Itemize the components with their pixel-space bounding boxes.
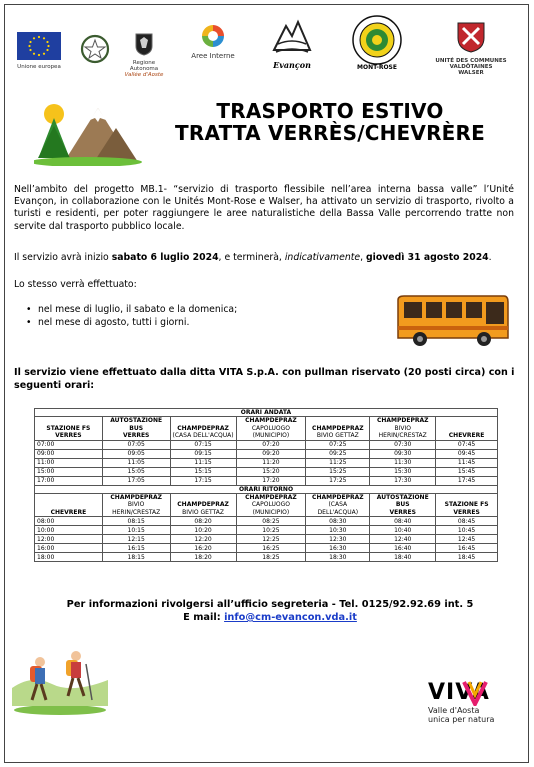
table-row — [35, 535, 498, 544]
time-cell: 17:15 — [170, 476, 236, 485]
andata-header-line: STAZIONE FS — [46, 424, 91, 432]
mont-rose-emblem-icon — [351, 14, 403, 66]
time-cell: 11:30 — [370, 458, 436, 467]
region-logo — [120, 32, 168, 78]
time-cell: 17:00 — [35, 476, 103, 485]
contact-info — [40, 598, 500, 624]
table-row — [35, 467, 498, 476]
ritorno-header-line: (MUNICIPIO) — [252, 508, 290, 516]
andata-header-cell — [236, 417, 306, 440]
star-emblem-icon — [80, 34, 110, 64]
time-cell: 15:15 — [170, 467, 236, 476]
time-cell: 08:30 — [306, 517, 370, 526]
time-cell: 10:40 — [370, 526, 436, 535]
table-row — [35, 458, 498, 467]
andata-header-line: BIVIO — [394, 424, 411, 432]
time-cell: 17:25 — [306, 476, 370, 485]
time-cell: 09:15 — [170, 449, 236, 458]
viva-brand — [428, 682, 518, 704]
table-row — [35, 449, 498, 458]
ritorno-header-cell — [436, 494, 498, 517]
table-row — [35, 526, 498, 535]
mountain-logo-icon — [270, 14, 314, 58]
time-cell: 08:20 — [170, 517, 236, 526]
time-cell: 10:00 — [35, 526, 103, 535]
time-cell: 10:25 — [236, 526, 306, 535]
evancon-label: Evançon — [273, 60, 311, 70]
time-cell: 17:20 — [236, 476, 306, 485]
time-cell: 16:20 — [170, 544, 236, 553]
ritorno-header-line: CHAMPDEPRAZ — [110, 494, 162, 502]
time-cell: 15:30 — [370, 467, 436, 476]
time-cell: 12:30 — [306, 535, 370, 544]
time-cell: 18:15 — [102, 553, 170, 562]
bus-illustration — [392, 292, 512, 352]
andata-header-line: CHAMPDEPRAZ — [312, 424, 364, 432]
time-cell: 11:25 — [306, 458, 370, 467]
time-cell: 08:00 — [35, 517, 103, 526]
table-row — [35, 553, 498, 562]
andata-header-line: (MUNICIPIO) — [252, 432, 290, 440]
andata-header-cell — [170, 417, 236, 440]
time-cell: 18:20 — [170, 553, 236, 562]
table-row — [35, 440, 498, 449]
start-date: sabato 6 luglio 2024 — [111, 252, 219, 263]
time-cell: 11:20 — [236, 458, 306, 467]
hikers-illustration — [12, 644, 108, 716]
time-cell: 07:25 — [306, 440, 370, 449]
logos-row — [14, 20, 514, 80]
dates-text-a: Il servizio avrà inizio — [14, 252, 112, 263]
ritorno-header-line: AUTOSTAZIONE BUS — [376, 494, 429, 509]
time-cell: 18:00 — [35, 553, 103, 562]
time-cell: 12:45 — [436, 535, 498, 544]
andata-header-line: BIVIO GETTAZ — [316, 432, 359, 440]
time-cell: 16:45 — [436, 544, 498, 553]
andata-header-line: CHAMPDEPRAZ — [376, 417, 429, 425]
ritorno-header-line: STAZIONE FS — [444, 501, 489, 509]
time-cell: 11:45 — [436, 458, 498, 467]
service-provider-text: Il servizio viene effettuato dalla ditta VITA S.p.A. con pullman riservato (20 posti circa) con i seguenti orari: — [14, 367, 515, 391]
time-cell: 15:45 — [436, 467, 498, 476]
title-line-2: TRATTA VERRÈS/CHEVRÈRE — [175, 121, 485, 145]
italy-emblem — [78, 34, 112, 68]
contact-phone: Per informazioni rivolgersi all’ufficio segreteria - Tel. 0125/92.92.69 int. 5 — [66, 599, 474, 610]
time-cell: 17:45 — [436, 476, 498, 485]
time-cell: 12:25 — [236, 535, 306, 544]
title-line-1: TRASPORTO ESTIVO — [216, 99, 444, 123]
time-cell: 10:15 — [102, 526, 170, 535]
andata-header-cell — [102, 417, 170, 440]
dates-text-b: , e terminerà, — [218, 252, 285, 263]
time-cell: 12:15 — [102, 535, 170, 544]
ritorno-header-line: CHAMPDEPRAZ — [177, 501, 229, 509]
ritorno-header-cell — [170, 494, 236, 517]
time-cell: 18:30 — [306, 553, 370, 562]
time-cell: 11:00 — [35, 458, 103, 467]
bullet-agosto: • nel mese di agosto, tutti i giorni. — [26, 317, 326, 330]
andata-header-cell — [306, 417, 370, 440]
viva-brand-text: VIVA — [428, 680, 490, 705]
time-cell: 07:20 — [236, 440, 306, 449]
time-cell: 09:05 — [102, 449, 170, 458]
time-cell: 07:30 — [370, 440, 436, 449]
time-cell: 17:05 — [102, 476, 170, 485]
time-cell: 09:20 — [236, 449, 306, 458]
walser-shield-icon — [454, 20, 488, 54]
ritorno-header-cell — [102, 494, 170, 517]
table-row — [35, 476, 498, 485]
time-cell: 11:15 — [170, 458, 236, 467]
region-caption-1: Regione Autonoma — [129, 60, 159, 72]
evancon-logo — [264, 14, 320, 70]
region-shield-icon — [134, 32, 154, 56]
time-cell: 08:25 — [236, 517, 306, 526]
email-link[interactable]: info@cm-evancon.vda.it — [224, 612, 357, 623]
contact-email-line — [40, 611, 500, 624]
aree-interne-logo — [188, 24, 238, 60]
time-cell: 16:25 — [236, 544, 306, 553]
time-cell: 09:25 — [306, 449, 370, 458]
andata-header-line: CHAMPDEPRAZ — [177, 424, 229, 432]
ritorno-header-cell — [370, 494, 436, 517]
andata-header-line: HERIN/CRESTAZ — [378, 432, 427, 440]
time-cell: 09:00 — [35, 449, 103, 458]
time-cell: 15:05 — [102, 467, 170, 476]
time-cell: 18:45 — [436, 553, 498, 562]
viva-chevron-icon — [462, 680, 488, 706]
bullet-luglio: • nel mese di luglio, il sabato e la domenica; — [26, 304, 326, 317]
walser-caption-1: UNITÉ DES COMMUNES VALDÔTAINES — [435, 58, 507, 70]
table-row — [35, 544, 498, 553]
andata-header-line: CHEVRERE — [448, 432, 485, 440]
ritorno-header-cell — [35, 494, 103, 517]
effettuato-label: Lo stesso verrà effettuato: — [14, 279, 137, 290]
andata-header-line: AUTOSTAZIONE BUS — [110, 417, 163, 432]
schedule-table — [34, 408, 498, 562]
mont-rose-logo — [344, 14, 410, 71]
time-cell: 15:25 — [306, 467, 370, 476]
andata-header-cell — [436, 417, 498, 440]
time-cell: 10:30 — [306, 526, 370, 535]
time-cell: 17:30 — [370, 476, 436, 485]
andata-header-line: CHAMPDEPRAZ — [245, 417, 297, 425]
time-cell: 15:00 — [35, 467, 103, 476]
time-cell: 12:40 — [370, 535, 436, 544]
time-cell: 12:20 — [170, 535, 236, 544]
andata-header-line: VERRES — [55, 432, 82, 440]
aree-interne-icon — [201, 24, 225, 48]
time-cell: 16:00 — [35, 544, 103, 553]
andata-section-label: ORARI ANDATA — [35, 409, 498, 417]
end-date: giovedì 31 agosto 2024 — [366, 252, 489, 263]
time-cell: 18:25 — [236, 553, 306, 562]
aree-interne-label: Aree Interne — [191, 52, 235, 60]
eu-logo — [14, 32, 64, 70]
time-cell: 10:45 — [436, 526, 498, 535]
ritorno-header-line: VERRES — [389, 508, 416, 516]
viva-logo — [428, 682, 518, 724]
dates-text-e: . — [488, 252, 492, 263]
andata-header-cell — [370, 417, 436, 440]
email-label: E mail: — [183, 612, 225, 623]
ritorno-header-line: VERRES — [453, 508, 480, 516]
page-title — [160, 100, 500, 144]
time-cell: 16:30 — [306, 544, 370, 553]
andata-header-line: VERRES — [122, 432, 150, 440]
eu-caption: Unione europea — [17, 64, 61, 70]
ritorno-header-cell — [236, 494, 306, 517]
time-cell: 16:40 — [370, 544, 436, 553]
time-cell: 09:30 — [370, 449, 436, 458]
table-row — [35, 517, 498, 526]
time-cell: 07:05 — [102, 440, 170, 449]
time-cell: 18:40 — [370, 553, 436, 562]
ritorno-header-line: CAPOLUOGO — [251, 501, 291, 509]
ritorno-header-line: CHEVRERE — [50, 508, 87, 516]
time-cell: 11:05 — [102, 458, 170, 467]
mont-rose-label: MONT-ROSE — [357, 64, 397, 71]
time-cell: 10:20 — [170, 526, 236, 535]
andata-header-line: (CASA DELL'ACQUA) — [172, 432, 234, 440]
time-cell: 16:15 — [102, 544, 170, 553]
time-cell: 12:00 — [35, 535, 103, 544]
eu-flag-icon — [17, 32, 61, 60]
time-cell: 07:00 — [35, 440, 103, 449]
time-cell: 08:45 — [436, 517, 498, 526]
ritorno-header-line: BIVIO — [127, 501, 145, 509]
intro-paragraph: Nell’ambito del progetto MB.1- “servizio di trasporto flessibile nell’area interna bassa valle” l’Unité Evançon, in collaborazione con le Unités Mont-Rose e Walser, ha attivato un servizio di trasporto, rivolto a turisti e residenti, per poter raggiungere le aree naturalistiche della Bassa Valle percorrendo tratte non servite dal trasporto pubblico locale. — [14, 184, 514, 232]
region-caption-2: Vallée d'Aoste — [124, 72, 164, 78]
mountain-tree-illustration — [34, 100, 144, 166]
ritorno-header-cell — [306, 494, 370, 517]
ritorno-header-line: CHAMPDEPRAZ — [245, 494, 297, 502]
time-cell: 09:45 — [436, 449, 498, 458]
time-cell: 15:20 — [236, 467, 306, 476]
ritorno-header-line: CHAMPDEPRAZ — [312, 494, 364, 502]
time-cell: 07:45 — [436, 440, 498, 449]
andata-header-line: CAPOLUOGO — [251, 424, 291, 432]
service-dates — [14, 252, 514, 264]
time-cell: 08:15 — [102, 517, 170, 526]
viva-sub-2: unica per natura — [428, 715, 495, 724]
viva-sub-1: Valle d'Aosta — [428, 706, 480, 715]
walser-logo — [426, 20, 516, 76]
dates-text-c: indicativamente — [284, 252, 361, 263]
ritorno-header-line: HERIN/CRESTAZ — [112, 508, 161, 516]
walser-caption-2: WALSER — [458, 70, 484, 76]
ritorno-section-label: ORARI RITORNO — [35, 485, 498, 493]
schedule-bullets — [26, 304, 326, 329]
andata-header-cell — [35, 417, 103, 440]
dates-text-d: , — [360, 252, 366, 263]
time-cell: 08:40 — [370, 517, 436, 526]
ritorno-header-line: BIVIO GETTAZ — [182, 508, 224, 516]
ritorno-header-line: (CASA DELL'ACQUA) — [317, 501, 359, 516]
time-cell: 07:15 — [170, 440, 236, 449]
